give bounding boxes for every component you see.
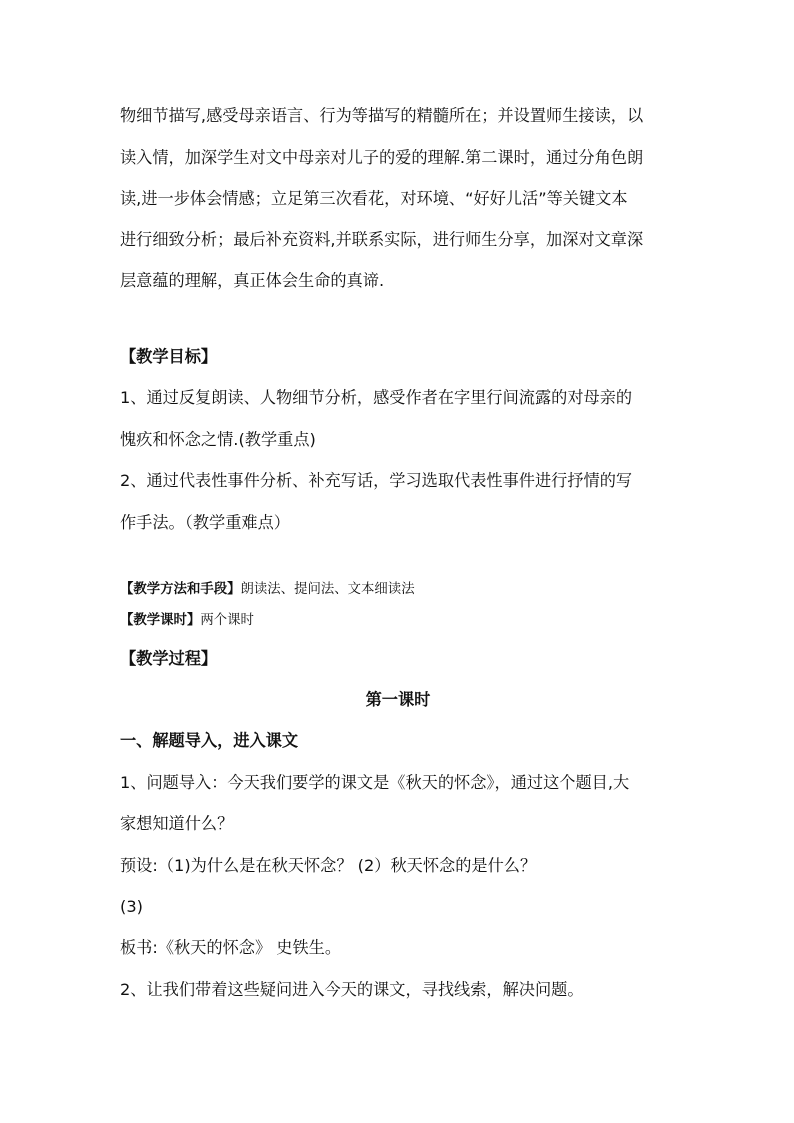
intro-line-4: 进行细致分析；最后补充资料,并联系实际，进行师生分享，加深对文章深 <box>120 230 644 249</box>
teaching-methods-value: 朗读法、提问法、文本细读法 <box>240 582 415 597</box>
lesson-1-p1-line-2: 家想知道什么？ <box>120 814 234 833</box>
objective-1-line-2: 愧疚和怀念之情.(教学重点) <box>120 430 316 449</box>
process-heading: 【教学过程】 <box>120 649 218 668</box>
teaching-hours <box>120 611 680 631</box>
intro-line-2: 读入情，加深学生对文中母亲对儿子的爱的理解.第二课时，通过分角色朗 <box>120 148 644 167</box>
lesson-1-p2: 2、让我们带着这些疑问进入今天的课文，寻找线索，解决问题。 <box>120 980 584 999</box>
objective-2-line-2: 作手法。（教学重难点） <box>120 513 290 532</box>
lesson-1-preset: 预设:（1)为什么是在秋天怀念？ (2）秋天怀念的是什么？ <box>120 856 537 875</box>
objective-2-line-1: 2、通过代表性事件分析、补充写话，学习选取代表性事件进行抒情的写 <box>120 471 633 490</box>
teaching-hours-value: 两个课时 <box>200 613 254 628</box>
section-1-heading: 一、解题导入，进入课文 <box>120 731 299 750</box>
lesson-1-p1-line-1: 1、问题导入：今天我们要学的课文是《秋天的怀念》，通过这个题目,大 <box>120 773 630 792</box>
lesson-1-title: 第一课时 <box>365 690 431 709</box>
lesson-1-preset-3: (3) <box>120 897 143 916</box>
teaching-methods-label: 【教学方法和手段】 <box>120 582 241 597</box>
intro-line-5: 层意蕴的理解，真正体会生命的真谛. <box>120 271 385 290</box>
objectives-heading: 【教学目标】 <box>120 347 218 366</box>
intro-line-3: 读,进一步体会情感；立足第三次看花，对环境、“好好儿活”等关键文本 <box>120 189 628 208</box>
objective-1-line-1: 1、通过反复朗读、人物细节分析，感受作者在字里行间流露的对母亲的 <box>120 388 633 407</box>
intro-line-1: 物细节描写,感受母亲语言、行为等描写的精髓所在；并设置师生接读，以 <box>120 106 644 125</box>
lesson-1-board: 板书:《秋天的怀念》 史铁生。 <box>120 938 342 957</box>
teaching-methods <box>120 580 680 600</box>
teaching-hours-label: 【教学课时】 <box>120 613 201 628</box>
